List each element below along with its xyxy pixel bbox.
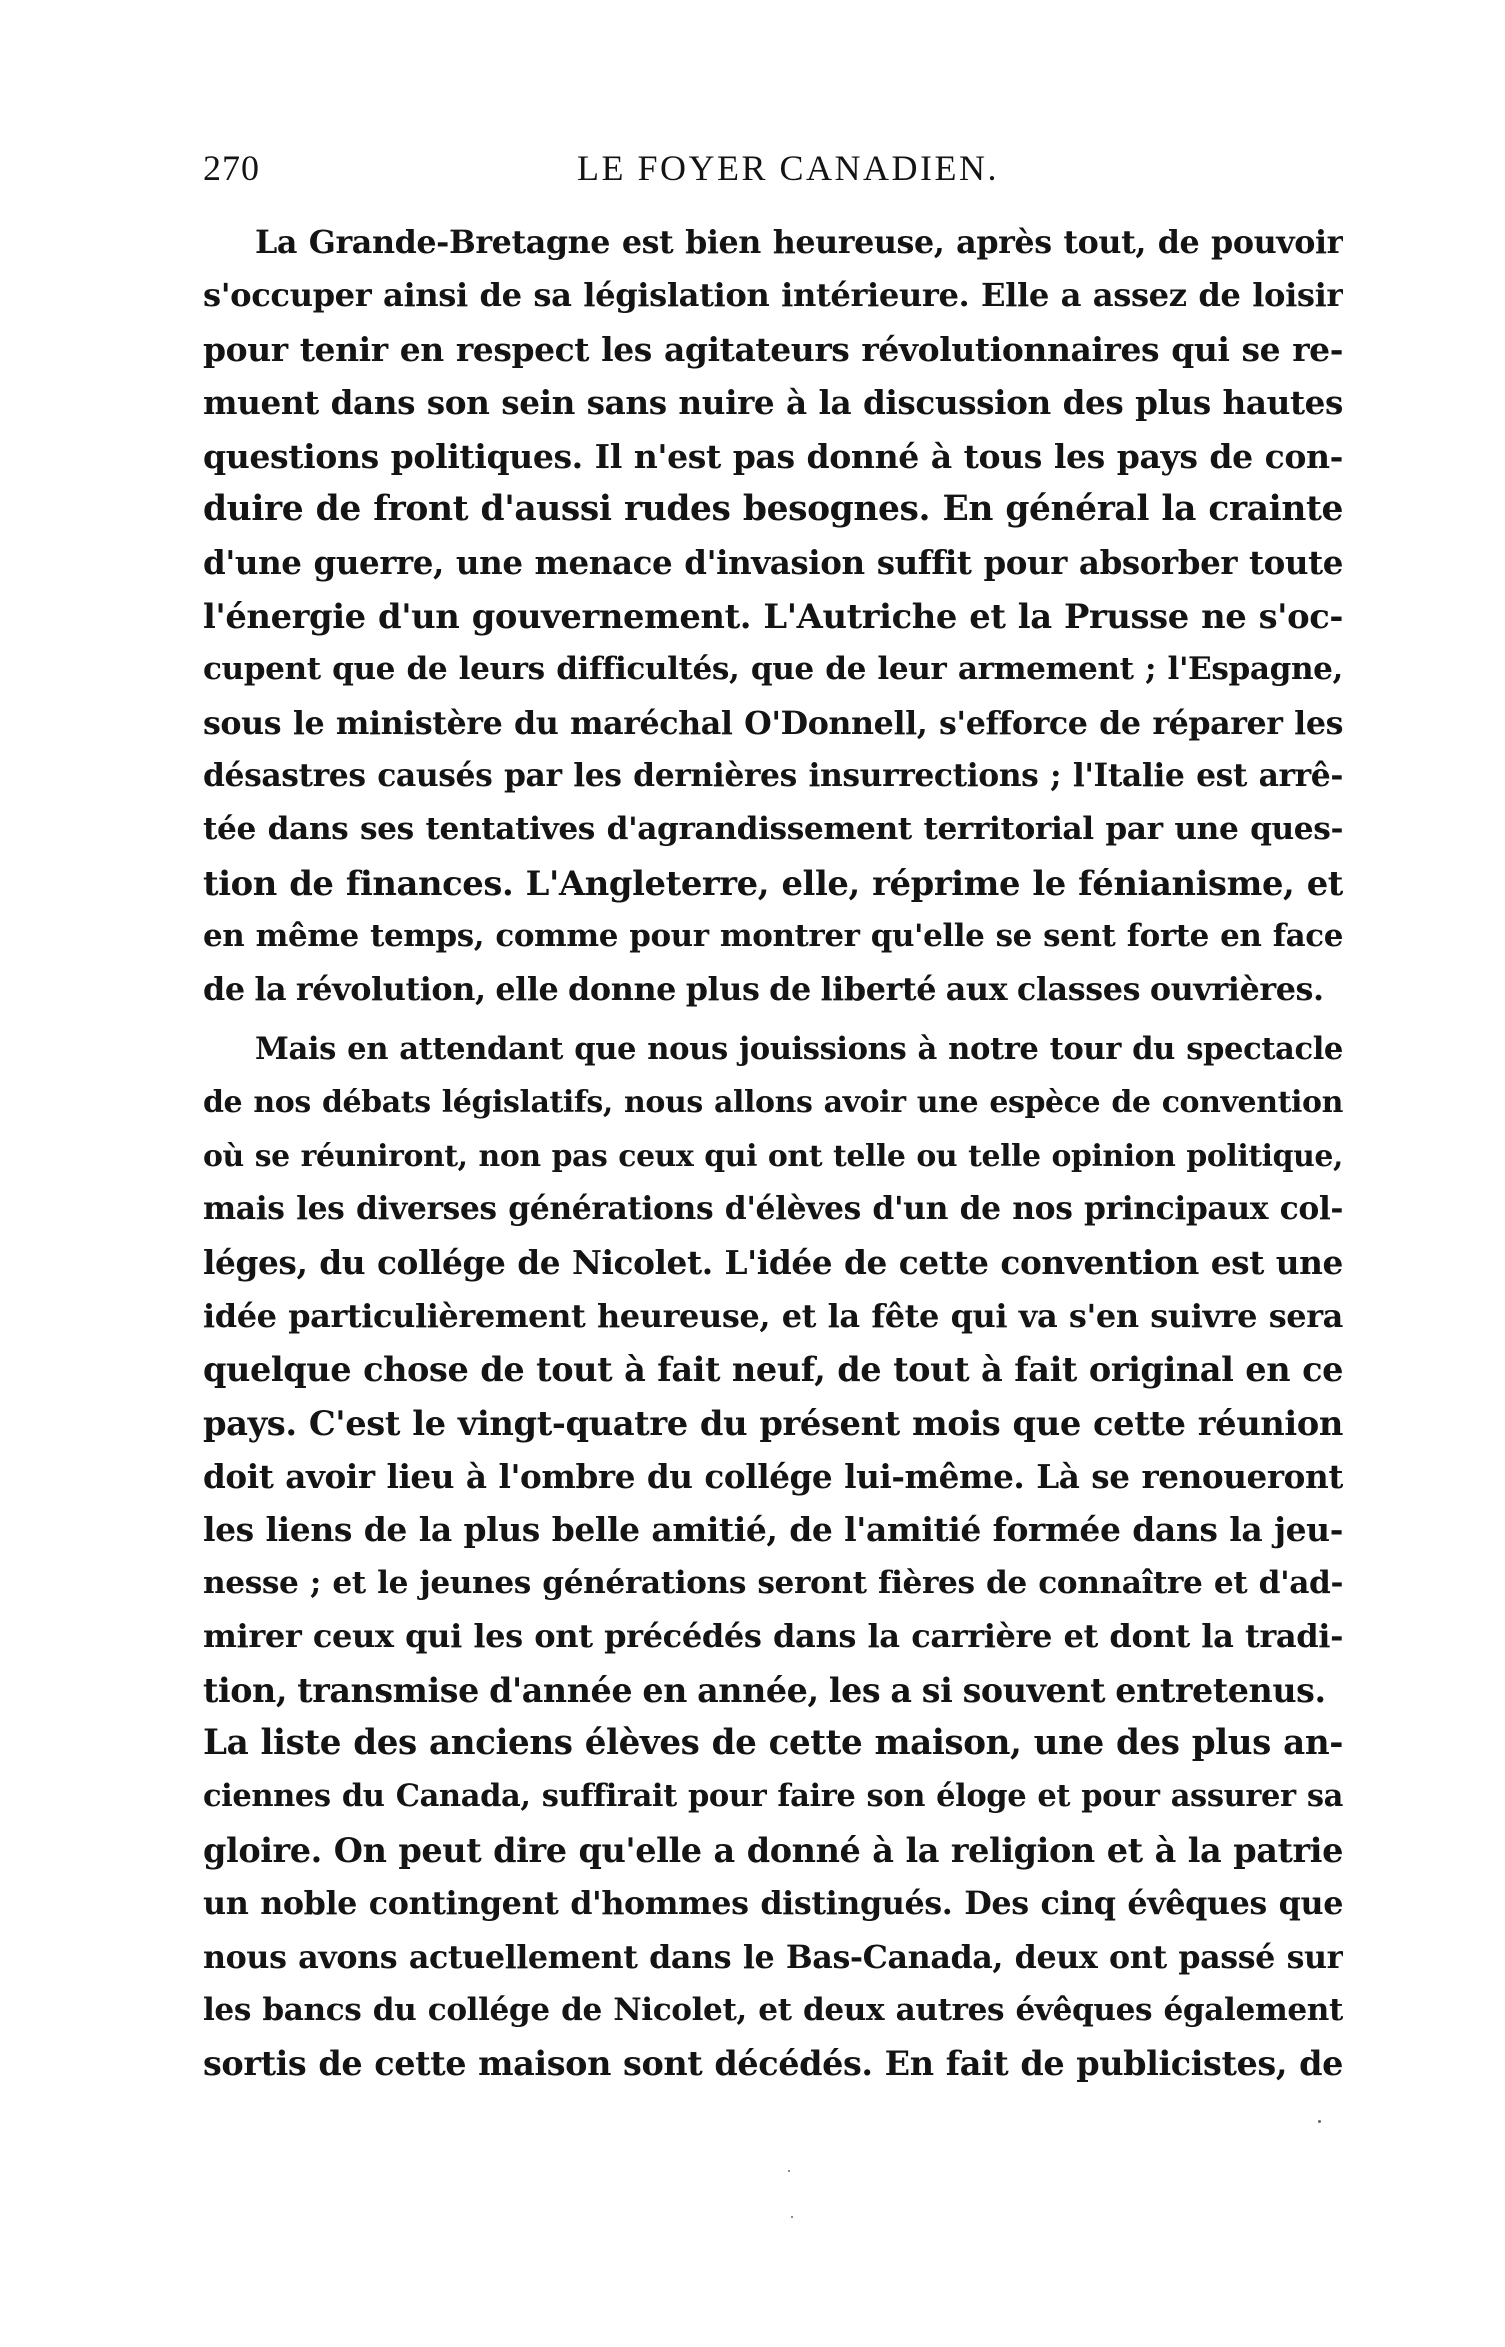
text-line: pour tenir en respect les agitateurs révolutionnaires qui se re- [203, 329, 1343, 369]
text-line: muent dans son sein sans nuire à la discussion des plus hautes [203, 383, 1343, 423]
text-line: La liste des anciens élèves de cette maison, une des plus an- [203, 1722, 1343, 1763]
text-line: ciennes du Canada, suffirait pour faire son éloge et pour assurer sa [203, 1778, 1343, 1815]
text-line: Mais en attendant que nous jouissions à notre tour du spectacle [255, 1030, 1343, 1067]
text-line: désastres causés par les dernières insurrections ; l'Italie est arrê- [203, 757, 1343, 794]
text-line: cupent que de leurs difficultés, que de leur armement ; l'Espagne, [203, 651, 1343, 688]
running-title: LE FOYER CANADIEN. [577, 148, 999, 188]
text-line: sous le ministère du maréchal O'Donnell, s'efforce de réparer les [203, 704, 1343, 742]
text-line: duire de front d'aussi rudes besognes. En général la crainte [203, 488, 1343, 529]
paragraph-2 [203, 1023, 1343, 2091]
text-line: nous avons actuellement dans le Bas-Canada, deux ont passé sur [203, 1938, 1343, 1976]
text-line: un noble contingent d'hommes distingués. Des cinq évêques que [203, 1885, 1343, 1923]
text-line: l'énergie d'un gouvernement. L'Autriche et la Prusse ne s'oc- [203, 595, 1343, 636]
text-line: sortis de cette maison sont décédés. En fait de publicistes, de [203, 2044, 1343, 2084]
text-line: questions politiques. Il n'est pas donné à tous les pays de con- [203, 436, 1343, 476]
page-number: 270 [203, 148, 260, 188]
text-line: les bancs du collége de Nicolet, et deux autres évêques également [203, 1991, 1343, 2028]
text-line: de la révolution, elle donne plus de liberté aux classes ouvrières. [203, 970, 1324, 1009]
print-speck [788, 2170, 790, 2172]
text-line: pays. C'est le vingt-quatre du présent mois que cette réunion [203, 1402, 1343, 1443]
text-line: idée particulièrement heureuse, et la fête qui va s'en suivre sera [203, 1296, 1343, 1335]
text-line: tion de finances. L'Angleterre, elle, réprime le fénianisme, et [203, 862, 1343, 903]
text-line: quelque chose de tout à fait neuf, de tout à fait original en ce [203, 1350, 1343, 1390]
text-line: mais les diverses générations d'élèves d'un de nos principaux col- [203, 1191, 1343, 1228]
text-line: La Grande-Bretagne est bien heureuse, après tout, de pouvoir [255, 224, 1343, 261]
text-line: nesse ; et le jeunes générations seront fières de connaître et d'ad- [203, 1564, 1343, 1601]
paragraph-1 [203, 216, 1343, 1017]
text-line: de nos débats législatifs, nous allons avoir une espèce de convention [203, 1085, 1343, 1121]
text-line: tion, transmise d'année en année, les a si souvent entretenus. [203, 1670, 1326, 1710]
text-line: léges, du collége de Nicolet. L'idée de cette convention est une [203, 1243, 1343, 1283]
print-speck [791, 2216, 793, 2218]
text-line: tée dans ses tentatives d'agrandissement territorial par une ques- [203, 811, 1343, 848]
text-line: d'une guerre, une menace d'invasion suffit pour absorber toute [203, 543, 1343, 583]
text-line: doit avoir lieu à l'ombre du collége lui-même. Là se renoueront [203, 1456, 1343, 1496]
running-head [203, 140, 1343, 196]
print-speck [1318, 2120, 1321, 2123]
text-line: s'occuper ainsi de sa législation intérieure. Elle a assez de loisir [203, 276, 1343, 315]
text-line: mirer ceux qui les ont précédés dans la carrière et dont la tradi- [203, 1617, 1343, 1656]
text-line: les liens de la plus belle amitié, de l'amitié formée dans la jeu- [203, 1510, 1343, 1550]
text-line: où se réuniront, non pas ceux qui ont telle ou telle opinion politique, [203, 1138, 1343, 1174]
text-line: en même temps, comme pour montrer qu'elle se sent forte en face [203, 918, 1343, 955]
body-text [203, 216, 1343, 2091]
text-line: gloire. On peut dire qu'elle a donné à la religion et à la patrie [203, 1830, 1343, 1870]
